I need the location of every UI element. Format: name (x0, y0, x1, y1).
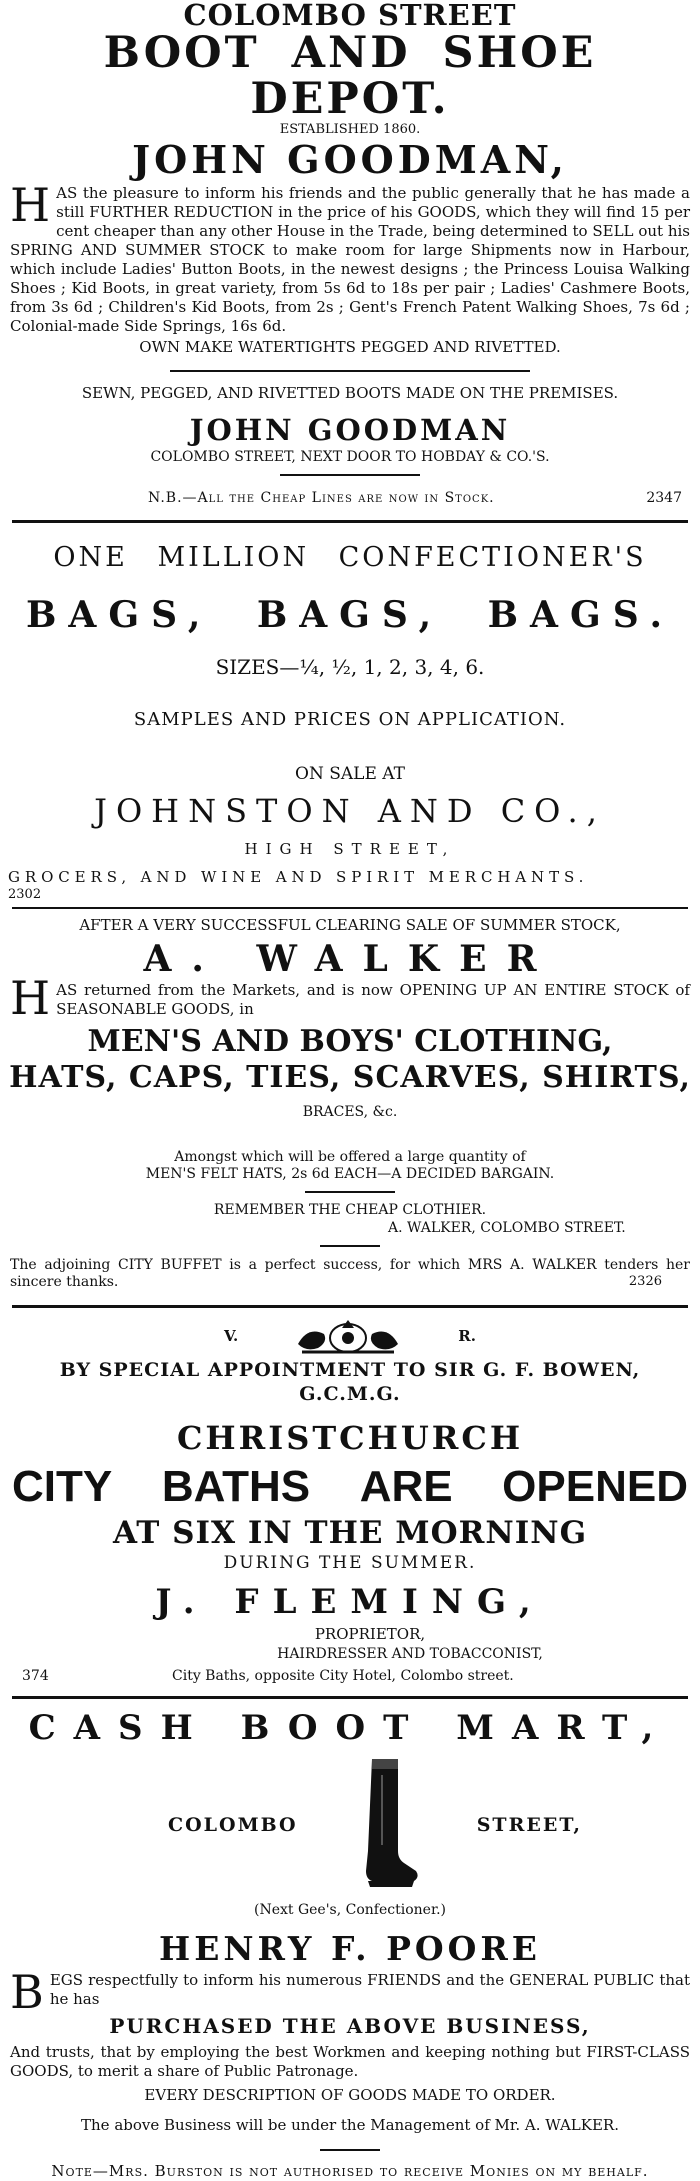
ad4-footer (22, 1668, 692, 1684)
divider-3 (12, 1305, 688, 1308)
ad1-body (10, 178, 690, 336)
ad2-on-sale: ON SALE AT (295, 764, 405, 784)
ad4-address: City Baths, opposite City Hotel, Colombo street. (172, 1668, 514, 1684)
ad-cash-boot-mart (8, 1707, 692, 2181)
ad4-ref: 374 (22, 1668, 49, 1684)
ad3-buffet-text: The adjoining CITY BUFFET is a perfect success, for which MRS A. WALKER tenders her sincere thanks. (10, 1257, 690, 1290)
ad4-name: J. FLEMING, (155, 1582, 545, 1622)
ad5-title: CASH BOOT MART, (28, 1708, 672, 1748)
boot-icon (352, 1755, 422, 1895)
ad1-ref: 2347 (646, 490, 682, 506)
ad5-body (10, 1965, 690, 2019)
ad5-name: HENRY F. POORE (159, 1929, 541, 1968)
ad-city-baths (8, 1316, 692, 1684)
ad1-small-divider (280, 474, 420, 476)
ad2-sizes: SIZES—¼, ½, 1, 2, 3, 4, 6. (215, 655, 485, 679)
ad1-footer (148, 490, 682, 506)
ad4-time: AT SIX IN THE MORNING (112, 1515, 588, 1551)
ad3-hats: HATS, CAPS, TIES, SCARVES, SHIRTS, (9, 1060, 691, 1095)
ad4-headline-are: ARE (359, 1462, 453, 1511)
ad5-left: COLOMBO (168, 1814, 298, 1836)
ad3-felt: MEN'S FELT HATS, 2s 6d EACH—A DECIDED BARGAIN. (145, 1166, 555, 1182)
ad2-samples: SAMPLES AND PRICES ON APPLICATION. (133, 709, 567, 730)
ad1-nb: N.B.—All the Cheap Lines are now in Stock. (148, 490, 495, 506)
ad2-headline: ONE MILLION CONFECTIONER'S (53, 542, 647, 573)
ad5-divider (320, 2149, 380, 2151)
ad2-bags-3: BAGS. (487, 594, 674, 636)
ad1-street-title: COLOMBO STREET (183, 0, 517, 32)
ad5-drop-letter: B (10, 1965, 44, 2019)
ad4-trade: HAIRDRESSER AND TOBACCONIST, (277, 1646, 543, 1662)
ad1-headline: BOOT AND SHOE DEPOT. (103, 28, 597, 124)
ad3-body-text: AS returned from the Markets, and is now OPENING UP AN ENTIRE STOCK of SEASONABLE GOODS, in (56, 981, 690, 1018)
ad3-ref: 2326 (628, 1274, 662, 1289)
ad3-signature: A. WALKER, COLOMBO STREET. (388, 1220, 626, 1236)
divider-4 (12, 1696, 688, 1699)
ad3-remember: REMEMBER THE CHEAP CLOTHIER. (213, 1202, 487, 1218)
ad5-trusts-text: And trusts, that by employing the best Workmen and keeping nothing but FIRST-CLASS GOODS, to merit a share of Public Patronage. (10, 2043, 690, 2080)
ad2-street: HIGH STREET, (244, 840, 456, 858)
ad-walker-clothing (8, 915, 692, 1289)
ad3-name: A. WALKER (143, 938, 557, 980)
ad4-headline-baths: BATHS (161, 1462, 311, 1511)
royal-arms-icon (288, 1316, 408, 1356)
divider-2 (12, 907, 688, 909)
ad3-body (10, 971, 690, 1025)
ad5-every: EVERY DESCRIPTION OF GOODS MADE TO ORDER. (144, 2086, 556, 2104)
ad5-purchased: PURCHASED THE ABOVE BUSINESS, (109, 2014, 591, 2038)
ad4-city: CHRISTCHURCH (176, 1419, 524, 1457)
ad4-headline-opened: OPENED (502, 1462, 688, 1511)
ad5-body-text: EGS respectfully to inform his numerous FRIENDS and the GENERAL PUBLIC that he has (49, 1971, 690, 2008)
ad3-drop-letter: H (10, 971, 51, 1025)
ad2-ref: 2302 (8, 887, 42, 902)
ad1-address: COLOMBO STREET, NEXT DOOR TO HOBDAY & CO.'S. (150, 449, 550, 465)
ad3-braces: BRACES, &c. (302, 1104, 398, 1120)
ad2-bags-2: BAGS, (256, 594, 444, 636)
ad1-established: ESTABLISHED 1860. (279, 122, 421, 137)
divider-1 (12, 520, 688, 523)
ad4-headline-row (12, 1462, 688, 1512)
ad2-company: JOHNSTON AND CO., (94, 792, 606, 830)
ad4-during: DURING THE SUMMER. (223, 1553, 477, 1573)
ad4-proprietor: PROPRIETOR, (314, 1625, 426, 1643)
ad5-street-row (168, 1755, 582, 1895)
ad3-intro: AFTER A VERY SUCCESSFUL CLEARING SALE OF SUMMER STOCK, (79, 916, 621, 934)
ad1-drop-letter: H (10, 178, 51, 232)
ad5-trusts (10, 2043, 690, 2081)
ad3-divider (305, 1191, 395, 1193)
ad3-clothing: MEN'S AND BOYS' CLOTHING, (87, 1024, 613, 1059)
ad4-headline-city: CITY (12, 1462, 113, 1511)
ad2-bags-row (26, 595, 674, 635)
ad3-amongst: Amongst which will be offered a large quantity of (174, 1149, 526, 1165)
ad1-proprietor-name: JOHN GOODMAN, (132, 137, 568, 182)
ad3-divider-2 (320, 1245, 380, 1247)
ad1-own-make: OWN MAKE WATERTIGHTS PEGGED AND RIVETTED. (139, 338, 561, 356)
ad1-body-text: AS the pleasure to inform his friends and the public generally that he has made a still FURTHER REDUCTION in the price of his GOODS, which they will find 15 per cent cheaper than any other House in the Trade, being determined to SELL out his SPRING AND SUMMER STOCK to make room for large Shipments now in Harbour, which include Ladies' Button Boots, in the newest designs ; the Princess Louisa Walking Shoes ; Kid Boots, in great variety, from 5s 6d to 18s per pair ; Ladies' Cashmere Boots, from 3s 6d ; Children's Kid Boots, from 2s ; Gent's French Patent Walking Shoes, 7s 6d ; Colonial-made Side Springs, 16s 6d. (10, 184, 690, 335)
ad2-bags-1: BAGS, (26, 594, 213, 636)
ad1-name-repeat: JOHN GOODMAN (189, 413, 511, 447)
ad4-royal-left: V. (224, 1327, 239, 1345)
ad5-note: Note—Mrs. Burston is not authorised to receive Monies on my behalf. (51, 2162, 649, 2180)
ad-confectioner-bags (8, 543, 692, 903)
ad4-royal-row (8, 1316, 692, 1356)
ad5-next: (Next Gee's, Confectioner.) (253, 1902, 447, 1918)
ad1-sewn: SEWN, PEGGED, AND RIVETTED BOOTS MADE ON THE PREMISES. (81, 384, 619, 402)
ad5-right: STREET, (476, 1814, 582, 1836)
ad-boot-shoe-depot (8, 0, 692, 506)
ad5-management: The above Business will be under the Management of Mr. A. WALKER. (81, 2116, 619, 2134)
ad4-royal-right: R. (458, 1327, 476, 1345)
ad2-trade: GROCERS, AND WINE AND SPIRIT MERCHANTS. (8, 868, 589, 886)
ad4-appointment: BY SPECIAL APPOINTMENT TO SIR G. F. BOWEN, G.C.M.G. (59, 1359, 641, 1405)
ad1-divider (170, 370, 530, 372)
